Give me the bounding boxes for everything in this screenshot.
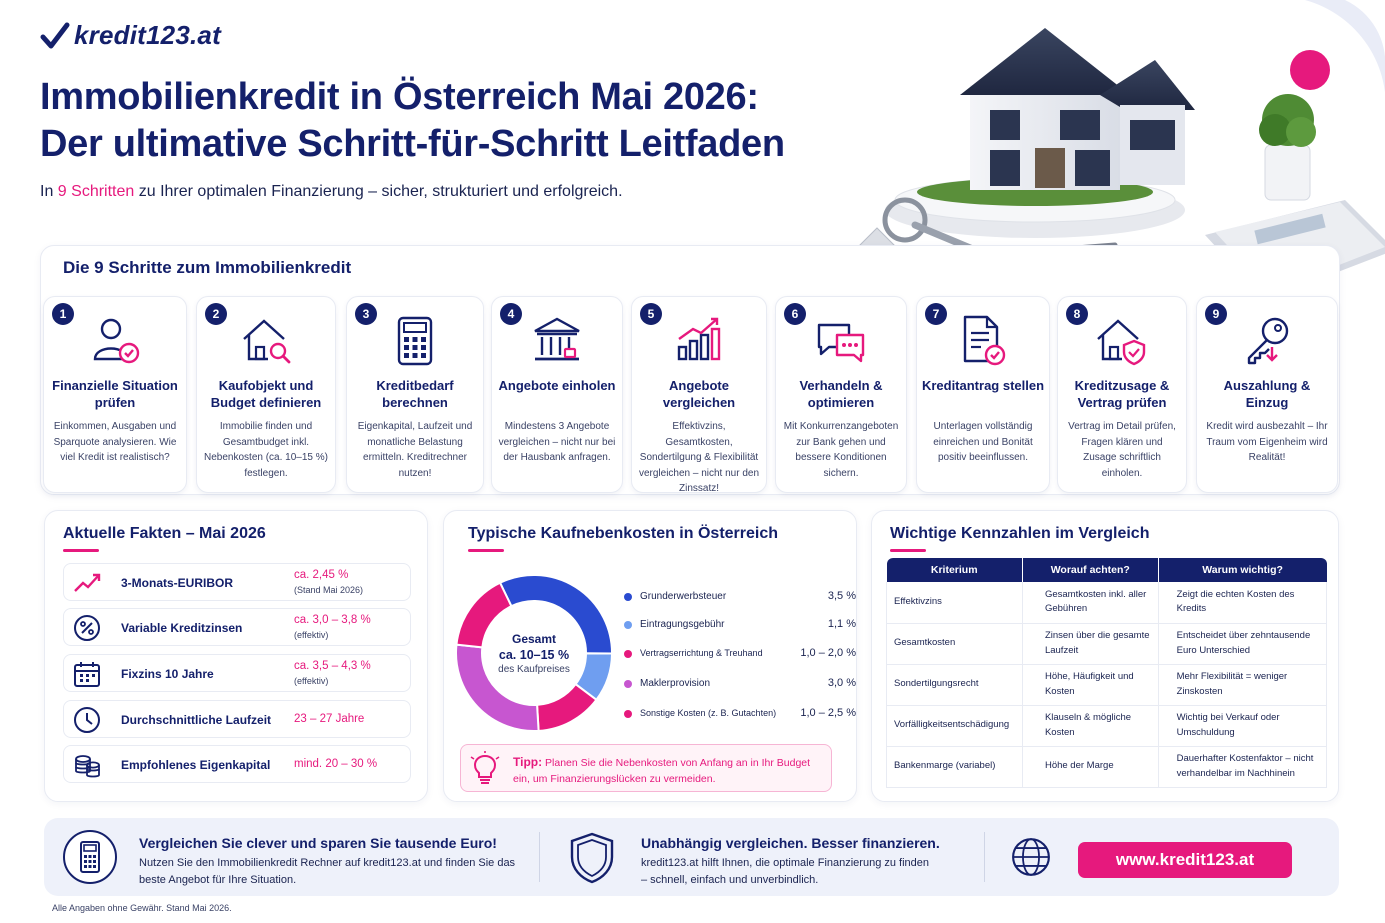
step-card-9[interactable] bbox=[1196, 296, 1338, 493]
fact-value: ca. 3,5 – 4,3 % bbox=[294, 660, 371, 672]
fact-row-variable-rate bbox=[63, 608, 411, 646]
banner-left-title: Vergleichen Sie clever und sparen Sie tausende Euro! bbox=[139, 835, 497, 851]
table-cell: Höhe, Häufigkeit und Kosten bbox=[1022, 664, 1158, 705]
legend-value: 1,0 – 2,5 % bbox=[800, 707, 856, 719]
cta-banner bbox=[44, 818, 1339, 896]
house-search-icon bbox=[238, 313, 294, 369]
fact-label: Empfohlenes Eigenkapital bbox=[121, 758, 271, 772]
fact-label: Durchschnittliche Laufzeit bbox=[121, 713, 272, 727]
donut-center-label bbox=[454, 573, 614, 733]
website-link-button[interactable]: www.kredit123.at bbox=[1078, 842, 1292, 878]
legend-value: 1,1 % bbox=[827, 618, 856, 630]
legend-label: Maklerprovision bbox=[640, 678, 711, 689]
table-cell: Zeigt die echten Kosten des Kredits bbox=[1158, 582, 1326, 623]
legend-dot bbox=[624, 710, 632, 718]
calendar-icon bbox=[72, 659, 102, 689]
bank-icon bbox=[529, 313, 585, 369]
title-underline bbox=[63, 549, 99, 552]
legend-dot bbox=[624, 621, 632, 629]
step-title: Angebote einholen bbox=[498, 378, 616, 393]
banner-mid-title: Unabhängig vergleichen. Besser finanzieren. bbox=[641, 835, 940, 851]
step-card-3[interactable] bbox=[346, 296, 484, 493]
subtitle-highlight: 9 Schritten bbox=[57, 183, 135, 200]
footer-disclaimer: Alle Angaben ohne Gewähr. Stand Mai 2026. bbox=[52, 903, 232, 913]
fact-label: Variable Kreditzinsen bbox=[121, 621, 243, 635]
subtitle-post: zu Ihrer optimalen Finanzierung – sicher, strukturiert und erfolgreich. bbox=[134, 183, 623, 200]
step-card-2[interactable] bbox=[196, 296, 336, 493]
step-number: 8 bbox=[1066, 303, 1088, 325]
step-title: Angebote vergleichen bbox=[662, 378, 736, 410]
legend-item bbox=[624, 706, 856, 724]
table-row bbox=[887, 705, 1327, 746]
step-card-1[interactable] bbox=[43, 296, 187, 493]
fact-value: mind. 20 – 30 % bbox=[294, 758, 378, 770]
tip-body: Planen Sie die Nebenkosten von Anfang an in Ihr Budget ein, um Finanzierungslücken zu vermeiden. bbox=[513, 757, 811, 785]
legend-item bbox=[624, 617, 856, 635]
shield-icon bbox=[564, 830, 620, 886]
clock-icon bbox=[72, 705, 102, 735]
fact-note: (effektiv) bbox=[294, 676, 329, 686]
step-title: Kreditbedarf berechnen bbox=[376, 378, 454, 410]
step-description: Eigenkapital, Laufzeit und monatliche Belastung ermitteln. Kreditrechner nutzen! bbox=[357, 421, 473, 479]
table-row bbox=[887, 582, 1327, 623]
chat-bubbles-icon bbox=[813, 313, 869, 369]
step-title: Finanzielle Situation prüfen bbox=[52, 378, 178, 410]
step-title: Kaufobjekt und Budget definieren bbox=[210, 378, 322, 410]
table-cell: Gesamtkosten inkl. aller Gebühren bbox=[1022, 582, 1158, 623]
kennzahlen-panel bbox=[871, 510, 1339, 802]
trend-up-icon bbox=[72, 568, 102, 598]
table-cell: Entscheidet über zehntausende Euro Unterschied bbox=[1158, 623, 1326, 664]
legend-label: Eintragungsgebühr bbox=[640, 619, 725, 630]
table-cell: Sondertilgungsrecht bbox=[887, 664, 1023, 705]
page-subtitle bbox=[40, 183, 623, 201]
legend-item bbox=[624, 676, 856, 694]
fact-value: ca. 3,0 – 3,8 % bbox=[294, 614, 371, 626]
step-number: 5 bbox=[640, 303, 662, 325]
table-cell: Zinsen über die gesamte Laufzeit bbox=[1022, 623, 1158, 664]
step-title: Verhandeln & optimieren bbox=[799, 378, 883, 410]
step-description: Vertrag im Detail prüfen, Fragen klären und Zusage schriftlich einholen. bbox=[1068, 421, 1176, 479]
calculator-icon bbox=[387, 313, 443, 369]
person-check-icon bbox=[87, 313, 143, 369]
fact-label: 3-Monats-EURIBOR bbox=[121, 576, 234, 590]
step-number: 7 bbox=[925, 303, 947, 325]
step-title: Kreditantrag stellen bbox=[921, 378, 1045, 393]
step-card-5[interactable] bbox=[631, 296, 767, 493]
step-number: 3 bbox=[355, 303, 377, 325]
logo-text: kredit123.at bbox=[74, 20, 221, 50]
banner-mid-text: kredit123.at hilft Ihnen, die optimale Finanzierung zu finden – schnell, einfach und unverbindlich. bbox=[641, 857, 930, 886]
divider bbox=[984, 832, 985, 882]
legend-label: Grunderwerbsteuer bbox=[640, 591, 727, 602]
legend-dot bbox=[624, 650, 632, 658]
table-cell: Klauseln & mögliche Kosten bbox=[1022, 705, 1158, 746]
step-title: Auszahlung & Einzug bbox=[1223, 378, 1311, 410]
brand-logo[interactable] bbox=[40, 20, 221, 51]
table-row bbox=[887, 664, 1327, 705]
legend-value: 3,5 % bbox=[827, 590, 856, 602]
facts-title: Aktuelle Fakten – Mai 2026 bbox=[63, 525, 266, 542]
fact-row-euribor bbox=[63, 563, 411, 601]
step-title: Kreditzusage & Vertrag prüfen bbox=[1074, 378, 1170, 410]
table-header: Warum wichtig? bbox=[1158, 558, 1326, 582]
document-check-icon bbox=[955, 313, 1011, 369]
table-cell: Mehr Flexibilität = weniger Zinskosten bbox=[1158, 664, 1326, 705]
step-number: 1 bbox=[52, 303, 74, 325]
legend-value: 1,0 – 2,0 % bbox=[800, 647, 856, 659]
title-underline bbox=[468, 549, 504, 552]
coins-icon bbox=[72, 750, 102, 780]
legend-label: Sonstige Kosten (z. B. Gutachten) bbox=[640, 708, 777, 718]
step-card-8[interactable] bbox=[1057, 296, 1187, 493]
step-description: Kredit wird ausbezahlt – Ihr Traum vom Eigenheim wird Realität! bbox=[1206, 421, 1328, 463]
fact-note: (Stand Mai 2026) bbox=[294, 585, 364, 595]
legend-item bbox=[624, 646, 856, 664]
legend-label: Vertragserrichtung & Treuhand bbox=[640, 648, 763, 658]
tip-box bbox=[460, 744, 832, 792]
table-cell: Wichtig bei Verkauf oder Umschuldung bbox=[1158, 705, 1326, 746]
fact-note: (effektiv) bbox=[294, 630, 329, 640]
steps-title: Die 9 Schritte zum Immobilienkredit bbox=[63, 258, 352, 277]
comparison-table bbox=[886, 558, 1327, 788]
table-cell: Dauerhafter Kostenfaktor – nicht verhandelbar im Nachhinein bbox=[1158, 746, 1326, 787]
table-cell: Effektivzins bbox=[887, 582, 1023, 623]
table-cell: Bankenmarge (variabel) bbox=[887, 746, 1023, 787]
facts-panel bbox=[44, 510, 428, 802]
donut-center-line-3: des Kaufpreises bbox=[498, 663, 570, 675]
fact-value: ca. 2,45 % bbox=[294, 569, 349, 581]
step-card-6[interactable] bbox=[775, 296, 907, 493]
fact-label: Fixzins 10 Jahre bbox=[121, 667, 214, 681]
steps-panel bbox=[40, 245, 1340, 495]
step-number: 2 bbox=[205, 303, 227, 325]
costs-title: Typische Kaufnebenkosten in Österreich bbox=[468, 525, 779, 542]
step-description: Mit Konkurrenzangeboten zur Bank gehen und bessere Konditionen sichern. bbox=[783, 421, 899, 479]
fact-row-equity bbox=[63, 745, 411, 783]
house-shield-icon bbox=[1094, 313, 1150, 369]
step-card-4[interactable] bbox=[491, 296, 623, 493]
step-description: Einkommen, Ausgaben und Sparquote analysieren. Wie viel Kredit ist realistisch? bbox=[53, 421, 177, 463]
divider bbox=[539, 832, 540, 882]
title-line-2: Der ultimative Schritt-für-Schritt Leitfaden bbox=[40, 123, 785, 165]
lightbulb-icon bbox=[469, 751, 501, 787]
step-number: 4 bbox=[500, 303, 522, 325]
costs-panel bbox=[443, 510, 857, 802]
fact-row-fixed-rate bbox=[63, 654, 411, 692]
donut-center-line-1: Gesamt bbox=[511, 631, 557, 646]
percent-icon bbox=[72, 613, 102, 643]
table-row bbox=[887, 623, 1327, 664]
table-header: Worauf achten? bbox=[1022, 558, 1158, 582]
banner-left-text: Nutzen Sie den Immobilienkredit Rechner auf kredit123.at und finden Sie das beste Angebot für Ihre Situation. bbox=[139, 857, 516, 886]
fact-row-duration bbox=[63, 700, 411, 738]
table-row bbox=[887, 746, 1327, 787]
subtitle-pre: In bbox=[40, 183, 58, 200]
chart-growth-icon bbox=[671, 313, 727, 369]
step-card-7[interactable] bbox=[916, 296, 1050, 493]
tip-text bbox=[513, 754, 823, 787]
globe-icon bbox=[1006, 832, 1056, 882]
table-cell: Vorfälligkeitsentschädigung bbox=[887, 705, 1023, 746]
legend-dot bbox=[624, 593, 632, 601]
legend-value: 3,0 % bbox=[827, 677, 856, 689]
table-cell: Höhe der Marge bbox=[1022, 746, 1158, 787]
key-icon bbox=[1239, 313, 1295, 369]
tip-label: Tipp: bbox=[513, 755, 543, 769]
step-description: Mindestens 3 Angebote vergleichen – nicht nur bei der Hausbank anfragen. bbox=[498, 421, 616, 463]
step-number: 6 bbox=[784, 303, 806, 325]
title-underline bbox=[890, 549, 926, 552]
legend-dot bbox=[624, 680, 632, 688]
step-number: 9 bbox=[1205, 303, 1227, 325]
donut-center-line-2: ca. 10–15 % bbox=[498, 647, 570, 662]
calculator-circle-icon bbox=[62, 829, 118, 885]
step-description: Immobilie finden und Gesamtbudget inkl. Nebenkosten (ca. 10–15 %) festlegen. bbox=[204, 421, 328, 479]
checkmark-icon bbox=[40, 21, 70, 51]
table-cell: Gesamtkosten bbox=[887, 623, 1023, 664]
kennzahlen-title: Wichtige Kennzahlen im Vergleich bbox=[890, 525, 1150, 542]
step-description: Unterlagen vollständig einreichen und Bonität positiv beeinflussen. bbox=[933, 421, 1033, 463]
table-header-row bbox=[887, 558, 1327, 582]
title-line-1: Immobilienkredit in Österreich Mai 2026: bbox=[40, 76, 759, 118]
fact-value: 23 – 27 Jahre bbox=[294, 713, 365, 725]
step-description: Effektivzins, Gesamtkosten, Sondertilgung & Flexibilität vergleichen – nicht nur den Zinssatz! bbox=[638, 421, 760, 494]
table-header: Kriterium bbox=[887, 558, 1023, 582]
legend-item bbox=[624, 589, 856, 607]
